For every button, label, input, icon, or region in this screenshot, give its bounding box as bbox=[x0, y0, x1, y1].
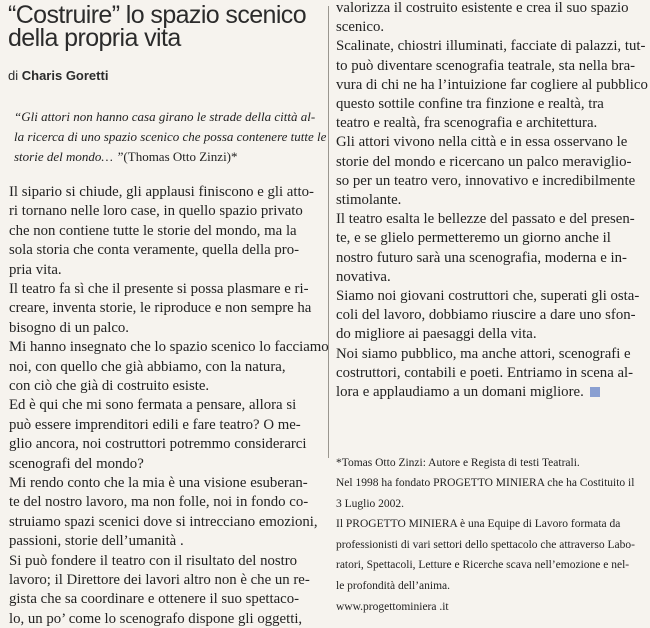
footnote-line: www.progettominiera .it bbox=[336, 601, 449, 613]
body-line: bisogno di un palco. bbox=[9, 320, 130, 336]
body-line: Il teatro esalta le bellezze del passato e del presen- bbox=[336, 211, 635, 227]
footnote-line: Il PROGETTO MINIERA è una Equipe di Lavoro formata da bbox=[336, 518, 621, 530]
body-line: vura di chi ne ha l’intuizione far cogliere al pubblico bbox=[336, 77, 648, 93]
title-line-1: “Costruire” lo spazio scenico bbox=[8, 1, 306, 29]
footnote-line: ratori, Spettacoli, Letture e Ricerche scava nell’emozione e nel- bbox=[336, 559, 630, 571]
quote-line: “Gli attori non hanno casa girano le strade della città al- bbox=[14, 109, 316, 124]
body-line: stimolante. bbox=[336, 192, 402, 208]
footnote-line: le profondità dell’anima. bbox=[336, 580, 451, 592]
body-line: noi, con quello che già abbiamo, con la natura, bbox=[9, 359, 286, 375]
body-line: Ed è qui che mi sono fermata a pensare, allora si bbox=[9, 397, 297, 413]
body-line: gista che sa coordinare e ottenere il suo spettaco- bbox=[9, 591, 300, 607]
body-line: to può diventare scenografia teatrale, sta nella bra- bbox=[336, 58, 636, 74]
body-line: con ciò che già di costruito esiste. bbox=[9, 378, 210, 394]
body-line: può essere imprenditori edili e fare teatro? O me- bbox=[9, 417, 301, 433]
quote-text-end: storie del mondo… ” bbox=[14, 149, 124, 164]
body-line: lo, un po’ come lo scenografo dispone gli oggetti, bbox=[9, 611, 303, 627]
article-title bbox=[8, 1, 328, 52]
body-line: Mi hanno insegnato che lo spazio scenico lo facciamo bbox=[9, 339, 329, 355]
body-line: Siamo noi giovani costruttori che, superati gli osta- bbox=[336, 288, 640, 304]
byline bbox=[8, 68, 108, 83]
body-line: scenico. bbox=[336, 19, 385, 35]
body-line: ri tornano nelle loro case, in quello spazio privato bbox=[9, 203, 303, 219]
body-line: do migliore ai paesaggi della vita. bbox=[336, 326, 537, 342]
title-line-2: della propria vita bbox=[8, 24, 181, 52]
body-line: storie del mondo e ricercano un palco meraviglio- bbox=[336, 154, 632, 170]
body-line: lavoro; il Direttore dei lavori altro non è che un re- bbox=[9, 572, 310, 588]
body-line: pria vita. bbox=[9, 262, 62, 278]
body-line: Il sipario si chiude, gli applausi finiscono e gli atto- bbox=[9, 184, 314, 200]
end-mark-square bbox=[590, 387, 600, 397]
body-line: Gli attori vivono nella città e in essa osservano le bbox=[336, 134, 628, 150]
byline-prefix: di bbox=[8, 68, 19, 83]
quote-line bbox=[14, 149, 238, 165]
body-line: Si può fondere il teatro con il risultato del nostro bbox=[9, 553, 298, 569]
body-line: novativa. bbox=[336, 269, 391, 285]
body-line: creare, inventa storie, le riproduce e non sempre ha bbox=[9, 300, 312, 316]
body-line: glio ancora, noi costruttori potremmo considerarci bbox=[9, 436, 307, 452]
body-line: coli del lavoro, dobbiamo riuscire a dare uno sfon- bbox=[336, 307, 636, 323]
body-line: lora e applaudiamo a un domani migliore. bbox=[336, 384, 600, 401]
body-line: te, e se glielo permetteremo un giorno anche il bbox=[336, 230, 611, 246]
quote-attribution: (Thomas Otto Zinzi)* bbox=[123, 149, 238, 164]
body-line: te del nostro lavoro, ma non folle, noi in fondo co- bbox=[9, 494, 309, 510]
footnote-line: *Tomas Otto Zinzi: Autore e Regista di testi Teatrali. bbox=[336, 457, 580, 469]
body-line: nostro futuro sarà una scenografia, moderna e in- bbox=[336, 250, 627, 266]
body-line: questo sottile confine tra finzione e realtà, tra bbox=[336, 96, 604, 112]
body-line: scenografi del mondo? bbox=[9, 456, 144, 472]
body-line: Il teatro fa sì che il presente si possa plasmare e ri- bbox=[9, 281, 309, 297]
body-line: Mi rendo conto che la mia è una visione esuberan- bbox=[9, 475, 308, 491]
body-line: passioni, storie dell’umanità . bbox=[9, 533, 184, 549]
body-line: teatro e realtà, fra scenografia e architettura. bbox=[336, 115, 598, 131]
quote-line: la ricerca di uno spazio scenico che possa contenere tutte le bbox=[14, 129, 327, 144]
footnote-line: Nel 1998 ha fondato PROGETTO MINIERA che ha Costituito il bbox=[336, 477, 635, 489]
body-line: Scalinate, chiostri illuminati, facciate di palazzi, tut- bbox=[336, 38, 646, 54]
body-line: Noi siamo pubblico, ma anche attori, scenografi e bbox=[336, 346, 631, 362]
author-name: Charis Goretti bbox=[21, 68, 109, 83]
body-line: so per un teatro vero, innovativo e incredibilmente bbox=[336, 173, 636, 189]
footnote-line: professionisti di vari settori dello spettacolo che attraverso Labo- bbox=[336, 539, 635, 551]
body-line: struiamo spazi scenici dove si intrecciano emozioni, bbox=[9, 514, 318, 530]
body-line: valorizza il costruito esistente e crea il suo spazio bbox=[336, 0, 629, 16]
body-line: sola storia che conta veramente, quella della pro- bbox=[9, 242, 300, 258]
body-line: costruttori, contabili e poeti. Entriamo in scena al- bbox=[336, 365, 634, 381]
body-line: che non contiene tutte le storie del mondo, ma la bbox=[9, 223, 297, 239]
column-divider bbox=[328, 6, 329, 458]
footnote-line: 3 Luglio 2002. bbox=[336, 498, 405, 510]
